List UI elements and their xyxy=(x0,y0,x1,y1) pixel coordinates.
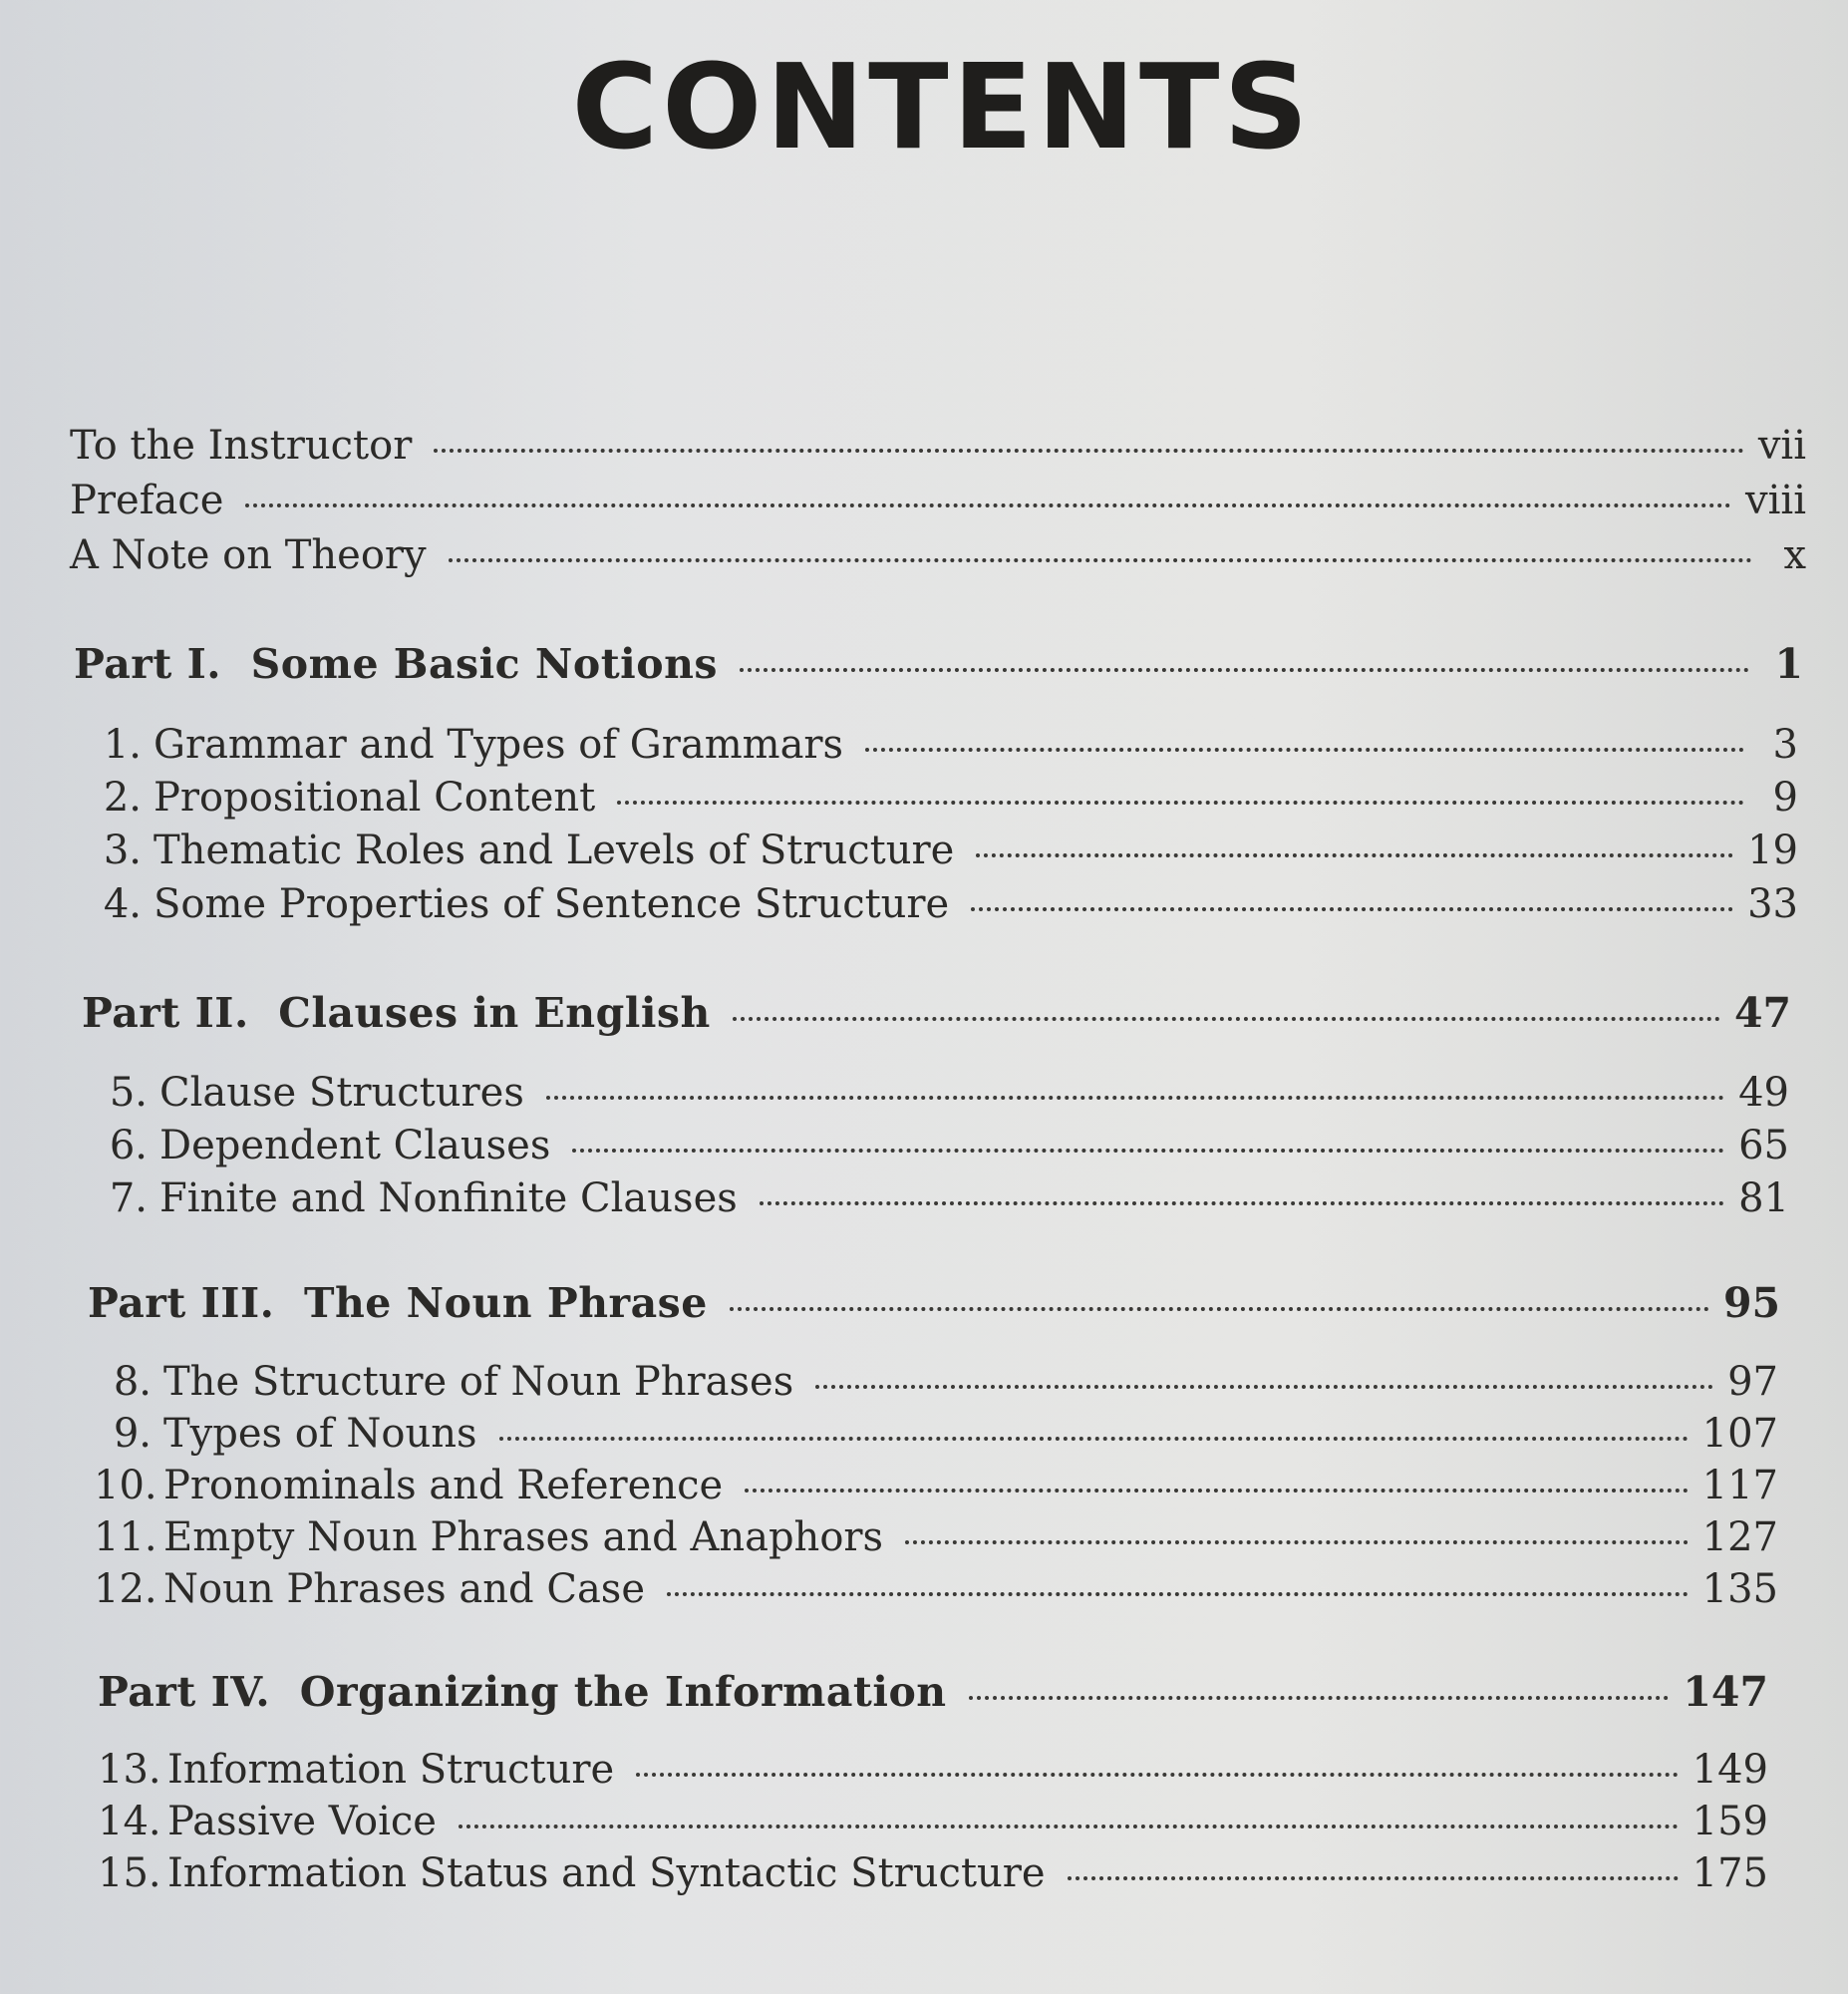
chapter-label: Thematic Roles and Levels of Structure xyxy=(154,828,955,873)
part-label: Part I. Some Basic Notions xyxy=(74,640,718,688)
entry-page: viii xyxy=(1745,478,1806,523)
chapter-page: 107 xyxy=(1701,1411,1778,1457)
chapter-number: 11. xyxy=(94,1514,157,1560)
chapter-label: Types of Nouns xyxy=(163,1411,477,1457)
dot-leader xyxy=(865,747,1744,752)
entry-page: x xyxy=(1783,532,1806,578)
chapter-page: 127 xyxy=(1701,1514,1778,1560)
toc-chapter-3[interactable] xyxy=(84,828,1798,873)
chapter-page: 33 xyxy=(1747,881,1798,927)
toc-part-3[interactable] xyxy=(88,1279,1780,1327)
part-label: Part III. The Noun Phrase xyxy=(88,1279,708,1327)
chapter-page: 19 xyxy=(1747,828,1798,873)
chapter-label: Noun Phrases and Case xyxy=(163,1566,645,1612)
part-page: 147 xyxy=(1683,1668,1768,1716)
dot-leader xyxy=(667,1591,1689,1596)
chapter-number: 4. xyxy=(103,881,142,927)
toc-chapter-15[interactable] xyxy=(98,1850,1768,1896)
entry-page: vii xyxy=(1757,423,1806,469)
dot-leader xyxy=(617,800,1744,805)
toc-chapter-7[interactable] xyxy=(90,1175,1789,1221)
chapter-page: 135 xyxy=(1701,1566,1778,1612)
toc-chapter-5[interactable] xyxy=(90,1070,1789,1116)
part-page: 1 xyxy=(1774,640,1803,688)
toc-chapter-1[interactable] xyxy=(84,722,1798,768)
toc-entry-to-the-instructor[interactable] xyxy=(70,423,1806,469)
toc-chapter-2[interactable] xyxy=(84,775,1798,821)
dot-leader xyxy=(499,1436,1689,1441)
part-label: Part IV. Organizing the Information xyxy=(98,1668,947,1716)
chapter-number: 6. xyxy=(109,1123,148,1168)
chapter-number: 8. xyxy=(113,1359,152,1405)
chapter-page: 9 xyxy=(1772,775,1798,821)
chapter-page: 159 xyxy=(1692,1799,1768,1844)
page-title: CONTENTS xyxy=(571,38,1313,175)
chapter-number: 1. xyxy=(103,722,142,768)
toc-chapter-6[interactable] xyxy=(90,1123,1789,1168)
dot-leader xyxy=(572,1148,1724,1153)
chapter-number: 7. xyxy=(109,1175,148,1221)
chapter-number: 14. xyxy=(98,1799,161,1844)
dot-leader xyxy=(636,1772,1678,1777)
dot-leader xyxy=(740,667,1749,672)
toc-chapter-8[interactable] xyxy=(94,1359,1778,1405)
chapter-label: Some Properties of Sentence Structure xyxy=(154,881,950,927)
chapter-number: 3. xyxy=(103,828,142,873)
chapter-label: Grammar and Types of Grammars xyxy=(154,722,844,768)
dot-leader xyxy=(434,448,1743,453)
chapter-page: 81 xyxy=(1738,1175,1789,1221)
toc-chapter-13[interactable] xyxy=(98,1747,1768,1793)
chapter-page: 175 xyxy=(1692,1850,1768,1896)
toc-chapter-11[interactable] xyxy=(94,1514,1778,1560)
toc-chapter-10[interactable] xyxy=(94,1463,1778,1508)
dot-leader xyxy=(760,1200,1724,1205)
toc-chapter-4[interactable] xyxy=(84,881,1798,927)
chapter-page: 3 xyxy=(1772,722,1798,768)
toc-chapter-9[interactable] xyxy=(94,1411,1778,1457)
dot-leader xyxy=(245,502,1731,507)
dot-leader xyxy=(1068,1875,1679,1880)
dot-leader xyxy=(745,1488,1688,1493)
chapter-label: Pronominals and Reference xyxy=(163,1463,724,1508)
part-label: Part II. Clauses in English xyxy=(82,989,711,1037)
chapter-label: Information Status and Syntactic Structure xyxy=(167,1850,1046,1896)
chapter-number: 2. xyxy=(103,775,142,821)
chapter-label: Empty Noun Phrases and Anaphors xyxy=(163,1514,884,1560)
dot-leader xyxy=(730,1306,1709,1311)
dot-leader xyxy=(815,1384,1713,1389)
chapter-number: 9. xyxy=(113,1411,152,1457)
chapter-page: 49 xyxy=(1738,1070,1789,1116)
dot-leader xyxy=(976,852,1733,857)
chapter-label: Information Structure xyxy=(167,1747,615,1793)
chapter-page: 97 xyxy=(1727,1359,1778,1405)
dot-leader xyxy=(546,1095,1724,1100)
chapter-label: Clause Structures xyxy=(159,1070,524,1116)
dot-leader xyxy=(969,1695,1670,1700)
chapter-number: 12. xyxy=(94,1566,157,1612)
entry-label: A Note on Theory xyxy=(70,532,427,578)
chapter-label: The Structure of Noun Phrases xyxy=(163,1359,794,1405)
chapter-label: Propositional Content xyxy=(154,775,596,821)
chapter-page: 65 xyxy=(1738,1123,1789,1168)
chapter-label: Passive Voice xyxy=(167,1799,437,1844)
chapter-number: 15. xyxy=(98,1850,161,1896)
dot-leader xyxy=(971,906,1733,911)
chapter-page: 117 xyxy=(1701,1463,1778,1508)
toc-part-2[interactable] xyxy=(82,989,1791,1037)
entry-label: To the Instructor xyxy=(70,423,413,469)
toc-chapter-12[interactable] xyxy=(94,1566,1778,1612)
part-page: 47 xyxy=(1733,989,1791,1037)
chapter-number: 10. xyxy=(94,1463,157,1508)
toc-entry-a-note-on-theory[interactable] xyxy=(70,532,1806,578)
dot-leader xyxy=(733,1016,1720,1021)
chapter-number: 5. xyxy=(109,1070,148,1116)
part-page: 95 xyxy=(1722,1279,1780,1327)
toc-entry-preface[interactable] xyxy=(70,478,1806,523)
chapter-page: 149 xyxy=(1692,1747,1768,1793)
dot-leader xyxy=(905,1539,1689,1544)
dot-leader xyxy=(459,1824,1679,1828)
toc-part-1[interactable] xyxy=(74,640,1803,688)
chapter-label: Finite and Nonfinite Clauses xyxy=(159,1175,738,1221)
chapter-number: 13. xyxy=(98,1747,161,1793)
toc-chapter-14[interactable] xyxy=(98,1799,1768,1844)
toc-part-4[interactable] xyxy=(98,1668,1768,1716)
dot-leader xyxy=(449,557,1752,562)
chapter-label: Dependent Clauses xyxy=(159,1123,551,1168)
entry-label: Preface xyxy=(70,478,224,523)
